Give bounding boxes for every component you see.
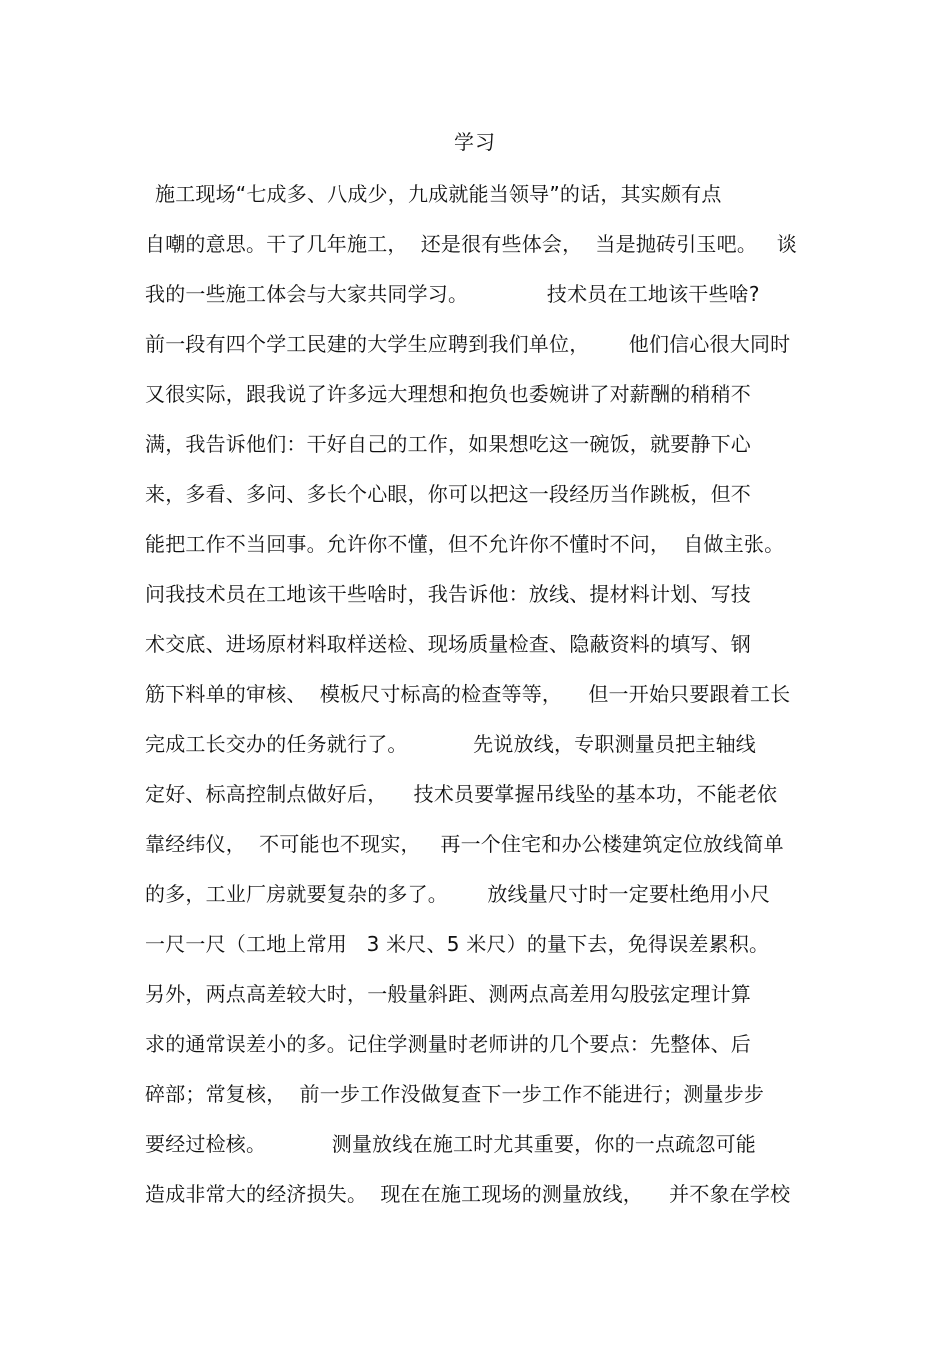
text-line: 另外，两点高差较大时，一般量斜距、测两点高差用勾股弦定理计算 [145, 982, 751, 1006]
text-line: 术交底、进场原材料取样送检、现场质量检查、隐蔽资料的填写、钢 [145, 632, 751, 656]
text-line: 一尺一尺（工地上常用 3 米尺、5 米尺）的量下去，免得误差累积。 [145, 932, 770, 956]
text-line: 来，多看、多问、多长个心眼，你可以把这一段经历当作跳板，但不 [145, 482, 751, 506]
text-line: 筋下料单的审核、 模板尺寸标高的检查等等， 但一开始只要跟着工长 [145, 682, 791, 706]
text-line: 靠经纬仪， 不可能也不现实， 再一个住宅和办公楼建筑定位放线简单 [145, 832, 784, 856]
text-line: 造成非常大的经济损失。 现在在施工现场的测量放线， 并不象在学校 [145, 1182, 791, 1206]
text-line: 施工现场“七成多、八成少，九成就能当领导”的话，其实颇有点 [155, 182, 722, 206]
text-line: 能把工作不当回事。允许你不懂，但不允许你不懂时不问， 自做主张。 [145, 532, 785, 556]
document-title: 学习 [454, 130, 496, 154]
text-line: 前一段有四个学工民建的大学生应聘到我们单位， 他们信心很大同时 [145, 332, 791, 356]
text-line: 满，我告诉他们：干好自己的工作，如果想吃这一碗饭，就要静下心 [145, 432, 751, 456]
text-line: 的多，工业厂房就要复杂的多了。 放线量尺寸时一定要杜绝用小尺 [145, 882, 771, 906]
text-line: 定好、标高控制点做好后， 技术员要掌握吊线坠的基本功，不能老依 [145, 782, 778, 806]
text-line: 求的通常误差小的多。记住学测量时老师讲的几个要点：先整体、后 [145, 1032, 751, 1056]
text-line: 问我技术员在工地该干些啥时，我告诉他：放线、提材料计划、写技 [145, 582, 751, 606]
text-line: 完成工长交办的任务就行了。 先说放线，专职测量员把主轴线 [145, 732, 756, 756]
text-line: 又很实际，跟我说了许多远大理想和抱负也委婉讲了对薪酬的稍稍不 [145, 382, 751, 406]
text-line: 自嘲的意思。干了几年施工， 还是很有些体会， 当是抛砖引玉吧。 谈 [145, 232, 797, 256]
text-line: 碎部；常复核， 前一步工作没做复查下一步工作不能进行；测量步步 [145, 1082, 765, 1106]
text-line: 要经过检核。 测量放线在施工时尤其重要，你的一点疏忽可能 [145, 1132, 756, 1156]
document-body [145, 176, 815, 1226]
text-line: 我的一些施工体会与大家共同学习。 技术员在工地该干些啥? [145, 282, 760, 306]
